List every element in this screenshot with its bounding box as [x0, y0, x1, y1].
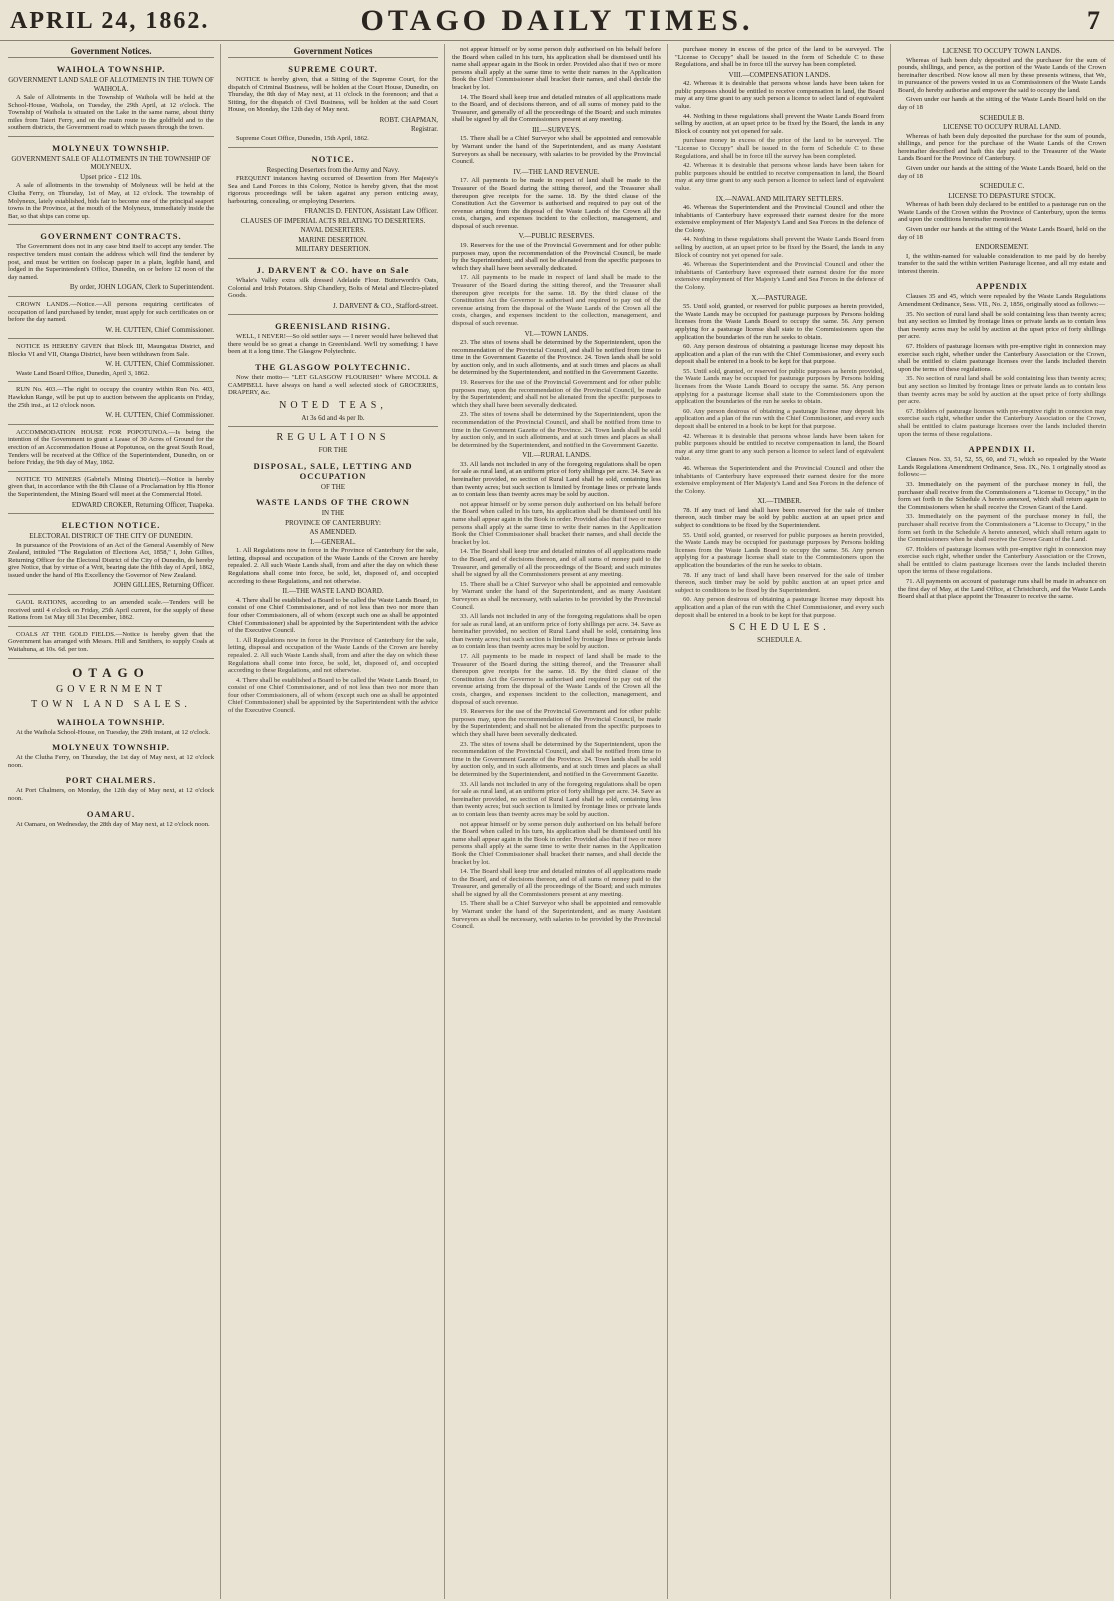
- ad-signature: J. DARVENT & CO., Stafford-street.: [333, 301, 438, 310]
- column-4: [675, 46, 884, 1597]
- notice-body: NOTICE is hereby given, that a Sitting of the Supreme Court, for the dispatch of Criminal Business, will be holden at the Court House, Dunedin, on Thursday, the 8th day of May next, at 11 o'clock in the forenoon; and that a Sitting, for the dispatch of Civil Business, will be holden at the said Court House, on Monday, the 12th day of May next.: [228, 76, 438, 114]
- regulations-body: 46. Whereas the Superintendent and the Provincial Council and other the inhabitants of Canterbury have expressed their earnest desire for the more extensive employment of Her Majesty's Land and Sea Forces in the defence of the Colony.: [675, 465, 884, 495]
- regulations-body: 4. There shall be established a Board to be called the Waste Lands Board, to consist of one Chief Commissioner, and of not less than two nor more than four other Commissioners, all of whom (except such one as shall be appointed Chief Commissioner) shall be appointed by the Superintendent with the advice of the Executive Council.: [228, 596, 438, 635]
- schedule-body: Whereas of hath been duly deposited and the purchaser for the sum of pounds, shillings, and pence, as the portion of the Waste Lands of the Crown hereinafter described. Now know all men by these presents witness, that We, in pursuance of the powers vested in us as Commissioners of the Waste Lands Board, do hereby authorise and empower the said to occupy the land.: [898, 56, 1106, 94]
- notice-body: In pursuance of the Provisions of an Act of the General Assembly of New Zealand, intituled "The Regulation of Elections Act, 1858," I, John Gillies, Returning Officer for the Electoral District of the City of Dunedin, do hereby give Notice, that by virtue of a Writ, bearing date the fifth day of April, 1862, issued under the hand of His Excellency the Governor of New Zealand.: [8, 541, 214, 579]
- notice-body: RUN No. 403.—The right to occupy the country within Run No. 403, Hawkdun Range, will be put up to auction between the applicants on Friday, the 25th inst., at 12 o'clock noon.: [8, 386, 214, 409]
- notice-subheading: Respecting Deserters from the Army and Navy.: [266, 165, 400, 174]
- regulations-section: VI.—TOWN LANDS.: [524, 329, 589, 338]
- regulations-section: VII.—RURAL LANDS.: [522, 451, 591, 460]
- regulations-body: 42. Whereas it is desirable that persons whose lands have been taken for public purposes should be entitled to receive compensation in land, the Board may at any time grant to any such person a licence to select land of equivalent value.: [675, 80, 884, 111]
- appendix-body: 67. Holders of pasturage licenses with pre-emptive right in connexion may exercise such right, whether under the Canterbury Association or the Crown, shall be entitled to claim pasturage licenses over the lands included therein upon the terms of these regulations.: [898, 545, 1106, 576]
- sales-heading: GOVERNMENT: [56, 683, 166, 695]
- regulations-body: 78. If any tract of land shall have been reserved for the sale of timber thereon, such timber may be sold by public auction at an upset price and subject to conditions to be fixed by the Superintendent.: [675, 506, 884, 530]
- divider: [8, 224, 214, 225]
- notice-signature: W. H. CUTTEN, Chief Commissioner.: [105, 325, 214, 334]
- schedule-body: I, the within-named for valuable consideration to me paid by do hereby transfer to the said the within written Pasturage license, and all my estate and interest therein.: [898, 252, 1106, 275]
- schedule-heading: SCHEDULE C.: [979, 182, 1025, 191]
- regulations-body: not appear himself or by some person duly authorised on his behalf before the Board when called in his turn, his application shall be dismissed until his name shall appear again in the Book in order. Provided also that if two or more persons shall apply at the same time to write their names in the Application Book the Chief Commissioner shall bracket their names, and shall decide the bracket by lot.: [452, 820, 661, 866]
- notice-body: ACCOMMODATION HOUSE FOR POPOTUNOA.—Is being the intention of the Government to grant a Lease of 30 Acres of Ground for the erection of an Accommodation House at Popotunoa, on the great South Road, Tenders will be received at the Office of the Superintendent, Dunedin, on or before Friday, the 9th day of May, 1862.: [8, 428, 214, 467]
- notice-subheading: GOVERNMENT LAND SALE OF ALLOTMENTS IN THE TOWN OF WAIHOLA.: [8, 76, 214, 93]
- notice-signature: ROBT. CHAPMAN,: [379, 115, 438, 124]
- schedule-given: Given under our hands at the sitting of the Waste Lands Board, held on the day of 18: [898, 226, 1106, 241]
- regulations-body: 23. The sites of towns shall be determined by the Superintendent, upon the recommendation of the Provincial Council, and shall be notified from time to time in the Government Gazette of the Province. 24. Town lands shall be sold by auction only, and in such allotments, and at such times and places as shall be determined by the Superintendent, and notified in the Government Gazette.: [452, 411, 661, 449]
- regulations-body: 14. The Board shall keep true and detailed minutes of all applications made to the Board, and of decisions thereon, and of all sums of money paid to the Treasurer, and generally of all the proceedings of the Board; and such minutes shall be signed by all the Commissioners present at any meeting.: [452, 868, 661, 898]
- notice-subheading: CLAUSES OF IMPERIAL ACTS RELATING TO DESERTERS.: [240, 216, 426, 225]
- ad-heading: J. DARVENT & CO. have on Sale: [256, 264, 410, 275]
- notice-body: NOTICE TO MINERS (Gabriel's Mining District).—Notice is hereby given that, in accordance with the 8th Clause of a Proclamation by His Honor the Superintendent, the Mining Board will meet at the Commercial Hotel.: [8, 475, 214, 498]
- notice-signature: By order, JOHN LOGAN, Clerk to Superintendent.: [69, 283, 214, 292]
- section-heading: Government Notices: [228, 46, 438, 58]
- ad-display: NOTED TEAS,: [279, 399, 387, 411]
- appendix-note: Clauses 35 and 45, which were repealed by the Waste Lands Regulations Amendment Ordinance, Sess. VII., No. 2, 1856, originally stood as follows:—: [898, 293, 1106, 309]
- sale-details: At Oamaru, on Wednesday, the 28th day of May next, at 12 o'clock noon.: [16, 820, 210, 828]
- sale-township: PORT CHALMERS.: [65, 775, 157, 786]
- regulations-title: PROVINCE OF CANTERBURY:: [285, 518, 381, 527]
- regulations-body: 1. All Regulations now in force in the Province of Canterbury for the sale, letting, disposal and occupation of the Waste Lands of the Crown are hereby repealed. 2. All such Waste Lands shall, from and after the day on which these Regulations shall come into force, be sold, let, disposed of, and occupied according to these Regulations, and not otherwise.: [228, 547, 438, 585]
- column-3: [452, 46, 661, 1597]
- divider: [8, 626, 214, 627]
- ad-body: Whale's Valley extra silk dressed Adelaide Flour. Butterworth's Oats, Colonial and Irish Potatoes. Ship Chandlery, Bolts of Metal and Electro-plated Goods.: [228, 276, 438, 300]
- notice-heading: MOLYNEUX TOWNSHIP.: [52, 142, 170, 153]
- sale-township: WAIHOLA TOWNSHIP.: [56, 716, 166, 727]
- notice-body: COALS AT THE GOLD FIELDS.—Notice is hereby given that the Government has arranged with Messrs. Hill and Smithers, to supply Coals at Waitahuna, at 10s. 6d. per ton.: [8, 630, 214, 653]
- appendix-body: 35. No section of rural land shall be sold containing less than twenty acres; but any section so limited by frontage lines or private lands as to contain less than twenty acres may be sold by auction at the upset price of forty shillings per acre.: [898, 375, 1106, 406]
- schedules-heading: SCHEDULES.: [729, 622, 830, 634]
- sale-township: MOLYNEUX TOWNSHIP.: [52, 742, 170, 753]
- regulations-body: 33. All lands not included in any of the foregoing regulations shall be open for sale as rural land, at an uniform price of forty shillings per acre. 34. Save as hereinafter provided, no section of Rural Land shall be sold, containing less than twenty acres; but such section is limited by frontage lines or private lands as to contain less than twenty acres may be sold by auction.: [452, 460, 661, 499]
- column-rule: [220, 44, 221, 1599]
- notice-signature: EDWARD CROKER, Returning Officer, Tuapeka.: [71, 500, 214, 509]
- notice-subheading: MILITARY DESERTION.: [295, 245, 371, 254]
- page-number: 7: [1087, 6, 1100, 35]
- regulations-title: FOR THE: [318, 446, 348, 455]
- divider: [8, 296, 214, 297]
- schedule-body: Whereas of hath been duly declared to be entitled to a pasturage run on the Waste Lands of the Crown within the Province of Canterbury, upon the terms and upon the conditions hereinafter mentioned.: [898, 201, 1106, 224]
- sale-details: At the Clutha Ferry, on Thursday, the 1st day of May next, at 12 o'clock noon.: [8, 754, 214, 769]
- notice-heading: GOVERNMENT CONTRACTS.: [40, 231, 182, 242]
- divider: [228, 258, 438, 259]
- notice-body: CROWN LANDS.—Notice.—All persons requiring certificates of occupation of land purchased by tender, must apply for such certificates on or before the day named.: [8, 300, 214, 324]
- issue-date: APRIL 24, 1862.: [10, 8, 210, 34]
- schedule-heading: ENDORSEMENT.: [975, 243, 1029, 252]
- regulations-title: WASTE LANDS OF THE CROWN: [256, 497, 410, 508]
- masthead: [0, 0, 1114, 41]
- notice-subheading: MARINE DESERTION.: [298, 235, 368, 244]
- regulations-body: 33. All lands not included in any of the foregoing regulations shall be open for sale as rural land, at an uniform price of forty shillings per acre. 34. Save as hereinafter provided, no section of Rural Land shall be sold, containing less than twenty acres; but such section is limited by frontage lines or private lands as to contain less than twenty acres may be sold by auction.: [452, 613, 661, 651]
- schedule-heading: LICENSE TO DEPASTURE STOCK.: [948, 191, 1056, 200]
- regulations-title: DISPOSAL, SALE, LETTING AND OCCUPATION: [253, 460, 413, 481]
- regulations-body: 60. Any person desirous of obtaining a pasturage license may deposit his application and a plan of the run with the Chief Commissioner, and every such deposit shall be entered in a book to be kept for that purpose.: [675, 596, 884, 619]
- divider: [228, 426, 438, 427]
- regulations-section: II.—THE WASTE LAND BOARD.: [282, 587, 384, 596]
- divider: [8, 658, 214, 659]
- regulations-body: 19. Reserves for the use of the Provincial Government and for other public purposes may, upon the recommendation of the Provincial Council, be made by the Superintendent; and shall not be alienated from the specific purposes to which they shall have been severally dedicated.: [452, 708, 661, 738]
- sales-heading: OTAGO: [72, 664, 150, 680]
- notice-subheading: GOVERNMENT SALE OF ALLOTMENTS IN THE TOWNSHIP OF MOLYNEUX.: [11, 154, 211, 172]
- divider: [228, 314, 438, 315]
- regulations-body: not appear himself or by some person duly authorised on his behalf before the Board when called in his turn, his application shall be dismissed until his name shall appear again in the Book in order. Provided also that if two or more persons shall apply at the same time to write their names in the Application Book the Chief Commissioner shall bracket their names, and shall decide the bracket by lot.: [452, 500, 661, 546]
- regulations-body: 55. Until sold, granted, or reserved for public purposes as herein provided, the Waste Lands may be occupied for pasturage purposes by Persons holding licenses from the Waste Lands Board to occupy the same. 56. Any person applying for a pasturage license shall state to the Commissioners upon the application the boundaries of the run he seeks to obtain.: [675, 303, 884, 341]
- notice-signature: Registrar.: [410, 125, 438, 134]
- notice-body: GAOL RATIONS, according to an amended scale.—Tenders will be received until 4 o'clock on Friday, 25th April current, for the supply of these Rations from 1st May till 31st December, 1862.: [8, 598, 214, 622]
- notice-signature: W. H. CUTTEN, Chief Commissioner.: [105, 360, 214, 369]
- divider: [8, 381, 214, 382]
- regulations-section: XI.—TIMBER.: [757, 497, 802, 506]
- notice-signature: W. H. CUTTEN, Chief Commissioner.: [105, 411, 214, 420]
- regulations-body: 4. There shall be established a Board to be called the Waste Lands Board, to consist of one Chief Commissioner, and of not less than two nor more than four other Commissioners, all of whom (except such one as shall be appointed Chief Commissioner) shall be appointed by the Superintendent with the advice of the Executive Council.: [228, 676, 438, 715]
- sale-township: OAMARU.: [86, 808, 136, 819]
- sale-details: At Port Chalmers, on Monday, the 12th day of May next, at 12 o'clock noon.: [8, 787, 214, 802]
- regulations-body: 14. The Board shall keep true and detailed minutes of all applications made to the Board, and of decisions thereon, and of all sums of money paid to the Treasurer, and generally of all the proceedings of the Board; and such minutes shall be signed by all the Commissioners present at any meeting.: [452, 93, 661, 124]
- notice-body: FREQUENT instances having occurred of Desertion from Her Majesty's Sea and Land Forces in this Colony, Notice is hereby given, that the most rigorous proceedings will be taken against any person enticing away, harbouring, concealing, or employing Deserters.: [228, 175, 438, 205]
- appendix-body: 67. Holders of pasturage licenses with pre-emptive right in connexion may exercise such right, whether under the Canterbury Association or the Crown, shall be entitled to claim pasturage licenses over the lands included therein upon the terms of these regulations.: [898, 407, 1106, 438]
- regulations-section: IV.—THE LAND REVENUE.: [513, 167, 600, 176]
- notice-signature: JOHN GILLIES, Returning Officer.: [113, 581, 214, 590]
- regulations-section: V.—PUBLIC RESERVES.: [518, 232, 595, 241]
- regulations-body: 78. If any tract of land shall have been reserved for the sale of timber thereon, such timber may be sold by public auction at an upset price and subject to conditions to be fixed by the Superintendent.: [675, 571, 884, 594]
- notice-body: The Government does not in any case bind itself to accept any tender. The respective tenders must contain the address which will find the tenderer by post, and must be written on foolscap paper in a plain, legible hand, and lodged in the Superintendent's Office, Dunedin, on or before 12 noon of the day named.: [8, 243, 214, 281]
- divider: [8, 338, 214, 339]
- regulations-body: 42. Whereas it is desirable that persons whose lands have been taken for public purposes should be entitled to receive compensation in land, the Board may at any time grant to any such person a licence to select land of equivalent value.: [675, 432, 884, 463]
- schedule-heading: SCHEDULE A.: [757, 636, 802, 645]
- regulations-body: 17. All payments to be made in respect of land shall be made to the Treasurer of the Board during the sitting thereof, and the Treasurer shall thereupon give receipts for the same. 18. By the third clause of the Constitution Act the Governor is authorised and required to pay out of the revenue arising from the disposal of the Waste Lands of the Crown all the costs, charges, and expenses incident to the collection, management, and disposal of such revenue.: [452, 177, 661, 230]
- regulations-body: 19. Reserves for the use of the Provincial Government and for other public purposes may, upon the recommendation of the Provincial Council, be made by the Superintendent; and shall not be alienated from the specific purposes to which they shall have been severally dedicated.: [452, 378, 661, 409]
- notice-heading: NOTICE.: [311, 153, 355, 164]
- regulations-body: 15. There shall be a Chief Surveyor who shall be appointed and removable by Warrant under the hand of the Superintendent, and as many Assistant Surveyors as shall be necessary, with salaries to be provided by the Provincial Council.: [452, 580, 661, 611]
- column-1: [8, 46, 214, 1597]
- ad-body: WELL, I NEVER!—So old settler says — I never would have believed that there would be so great a change in Greenisland. We'll try something; I have been at it a long time. The Glasgow Polytechnic.: [228, 333, 438, 356]
- notice-heading: ELECTION NOTICE.: [61, 520, 161, 530]
- notice-subheading: NAVAL DESERTERS.: [300, 226, 366, 235]
- regulations-section: I.—GENERAL.: [310, 537, 356, 546]
- regulations-body: purchase money in excess of the price of the land to be surveyed. The "License to Occupy" shall be issued in the form of Schedule C to these Regulations, and shall be in force till the survey has been completed.: [675, 46, 884, 69]
- column-rule: [890, 44, 891, 1599]
- regulations-body: 44. Nothing in these regulations shall prevent the Waste Lands Board from selling by auction, at an upset price to be fixed by the Board, the lands in any Block of country not yet opened for sale.: [675, 236, 884, 259]
- regulations-body: 23. The sites of towns shall be determined by the Superintendent, upon the recommendation of the Provincial Council, and shall be notified from time to time in the Government Gazette of the Province. 24. Town lands shall be sold by auction only, and in such allotments, and at such times and places as shall be determined by the Superintendent, and notified in the Government Gazette.: [452, 740, 661, 778]
- appendix-body: 67. Holders of pasturage licenses with pre-emptive right in connexion may exercise such right, whether under the Canterbury Association or the Crown, shall be entitled to claim pasturage licenses over the lands included therein upon the terms of these regulations.: [898, 343, 1106, 373]
- schedule-heading: LICENSE TO OCCUPY TOWN LANDS.: [942, 47, 1062, 55]
- appendix-body: 71. All payments on account of pasturage runs shall be made in advance on the first day of May, at the Land Office, at Christchurch, and the Waste Lands Board shall at that place appoint the Treasurer to receive the same.: [898, 578, 1106, 601]
- regulations-body: 60. Any person desirous of obtaining a pasturage license may deposit his application and a plan of the run with the Chief Commissioner, and every such deposit shall be entered in a book to be kept for that purpose.: [675, 407, 884, 431]
- regulations-body: 55. Until sold, granted, or reserved for public purposes as herein provided, the Waste Lands may be occupied for pasturage purposes by Persons holding licenses from the Waste Lands Board to occupy the same. 56. Any person applying for a pasturage license shall state to the Commissioners upon the application the boundaries of the run he seeks to obtain.: [675, 531, 884, 570]
- regulations-body: 15. There shall be a Chief Surveyor who shall be appointed and removable by Warrant under the hand of the Superintendent, and as many Assistant Surveyors as shall be necessary, with salaries to be provided by the Provincial Council.: [452, 135, 661, 166]
- regulations-body: 14. The Board shall keep true and detailed minutes of all applications made to the Board, and of decisions thereon, and of all sums of money paid to the Treasurer, and generally of all the proceedings of the Board; and such minutes shall be signed by all the Commissioners present at any meeting.: [452, 548, 661, 579]
- ad-price: At 3s 6d and 4s per lb.: [301, 413, 365, 422]
- notice-subheading: ELECTORAL DISTRICT OF THE CITY OF DUNEDIN.: [29, 532, 193, 540]
- regulations-section: III.—SURVEYS.: [532, 125, 581, 134]
- notice-body: A Sale of Allotments in the Township of Waihola will be held at the School-House, Waihola, on Tuesday, the 29th April, at 12 o'clock. The Township of Waihola is situated on the Lake in the same name, about thirty miles from Taieri Ferry, and on the main route to the goldfield and to the southern districts, the Government road to which passes through the town.: [8, 94, 214, 132]
- divider: [228, 147, 438, 148]
- ad-heading: THE GLASGOW POLYTECHNIC.: [255, 362, 411, 372]
- regulations-body: 33. All lands not included in any of the foregoing regulations shall be open for sale as rural land, at an uniform price of forty shillings per acre. 34. Save as hereinafter provided, no section of Rural Land shall be sold, containing less than twenty acres; but such section is limited by frontage lines or private lands as to contain less than twenty acres may be sold by auction.: [452, 780, 661, 818]
- ad-body: Now their motto— "LET GLASGOW FLOURISH!" Where M'COLL & CAMPBELL have always on hand a well selected stock of GROCERIES, DRAPERY, &c.: [228, 374, 438, 397]
- divider: [8, 471, 214, 472]
- regulations-body: purchase money in excess of the price of the land to be surveyed. The "License to Occupy" shall be issued in the form of Schedule C to these Regulations, and shall be in force till the survey has been completed.: [675, 137, 884, 160]
- column-5: [898, 46, 1106, 1597]
- regulations-title: IN THE: [321, 509, 345, 518]
- notice-body: NOTICE IS HEREBY GIVEN that Block III, Maungatua District, and Blocks VI and VII, Otanga District, have been withdrawn from Sale.: [8, 343, 214, 358]
- regulations-section: X.—PASTURAGE.: [751, 293, 808, 302]
- divider: [8, 136, 214, 137]
- notice-place: Supreme Court Office, Dunedin, 15th April, 1862.: [236, 134, 369, 142]
- regulations-body: not appear himself or by some person duly authorised on his behalf before the Board when called in his turn, his application shall be dismissed until his name shall appear again in the Book in order. Provided also that if two or more persons shall apply at the same time to write their names in the Application Book the Chief Commissioner shall bracket their names, and shall decide the bracket by lot.: [452, 46, 661, 91]
- divider: [8, 424, 214, 425]
- regulations-title: REGULATIONS: [276, 432, 390, 444]
- regulations-section: IX.—NAVAL AND MILITARY SETTLERS.: [715, 194, 844, 203]
- upset-price: Upset price - £12 10s.: [80, 172, 142, 181]
- notice-signature: FRANCIS D. FENTON, Assistant Law Officer.: [304, 207, 438, 216]
- regulations-body: 42. Whereas it is desirable that persons whose lands have been taken for public purposes should be entitled to receive compensation in land, the Board may at any time grant to any such person a licence to select land of equivalent value.: [675, 162, 884, 192]
- regulations-title: AS AMENDED.: [309, 528, 357, 537]
- regulations-title: OF THE: [320, 482, 346, 491]
- section-heading: Government Notices.: [8, 46, 214, 58]
- appendix-body: 33. Immediately on the payment of the purchase money in full, the purchaser shall receive from the Commissioners a "License to Occupy," in the form set forth in the Schedule A hereto annexed, which shall return again to the Commissioners when he shall receive the Crown Grant of the Land.: [898, 480, 1106, 511]
- appendix-note: Clauses Nos. 33, 51, 52, 55, 60, and 71, which so repealed by the Waste Lands Regulations Amendment Ordinance, Sess. IX., No. 1 originally stood as follows:—: [898, 456, 1106, 479]
- regulations-body: 17. All payments to be made in respect of land shall be made to the Treasurer of the Board during the sitting thereof, and the Treasurer shall thereupon give receipts for the same. 18. By the third clause of the Constitution Act the Governor is authorised and required to pay out of the revenue arising from the disposal of the Waste Lands of the Crown all the costs, charges, and expenses incident to the collection, management, and disposal of such revenue.: [452, 653, 661, 706]
- regulations-body: 19. Reserves for the use of the Provincial Government and for other public purposes may, upon the recommendation of the Provincial Council, be made by the Superintendent; and shall not be alienated from the specific purposes to which they shall have been severally dedicated.: [452, 241, 661, 272]
- newspaper-title: OTAGO DAILY TIMES.: [360, 4, 754, 37]
- appendix-heading: APPENDIX: [976, 281, 1028, 292]
- regulations-body: 15. There shall be a Chief Surveyor who shall be appointed and removable by Warrant under the hand of the Superintendent, and as many Assistant Surveyors as shall be necessary, with salaries to be provided by the Provincial Council.: [452, 900, 661, 931]
- regulations-body: 60. Any person desirous of obtaining a pasturage license may deposit his application and a plan of the run with the Chief Commissioner, and every such deposit shall be entered in a book to be kept for that purpose.: [675, 343, 884, 366]
- notice-body: A sale of allotments in the township of Molyneux will be held at the Clutha Ferry, on Thursday, 1st of May, at 12 o'clock. The township of Molyneux, lately established, bids fair to become one of the principal seaport towns in the Province, at the mouth of the Molyneux, immediately inside the Bar, so that ships can come up.: [8, 182, 214, 220]
- regulations-body: 1. All Regulations now in force in the Province of Canterbury for the sale, letting, disposal and occupation of the Waste Lands of the Crown are hereby repealed. 2. All such Waste Lands shall, from and after the day on which these Regulations shall come into force, be sold, let, disposed of, and occupied according to these Regulations, and not otherwise.: [228, 636, 438, 675]
- appendix-body: 35. No section of rural land shall be sold containing less than twenty acres; but any section so limited by frontage lines or private lands as to contain less than twenty acres may be sold by auction at the upset price of forty shillings per acre.: [898, 310, 1106, 341]
- divider: [8, 594, 214, 595]
- schedule-body: Whereas of hath been duly deposited the purchase for the sum of pounds, shillings, and pence for the purchase of the Waste Lands of the Crown hereinafter described and hath this day paid to the Treasurer of the Waste Lands Board for the Province of Canterbury.: [898, 132, 1106, 163]
- schedule-given: Given under our hands at the sitting of the Waste Lands Board, held on the day of 18: [898, 165, 1106, 180]
- appendix-heading: APPENDIX II.: [968, 444, 1036, 455]
- schedule-given: Given under our hands at the sitting of the Waste Lands Board held on the day of 18: [898, 96, 1106, 112]
- notice-heading: SUPREME COURT.: [288, 64, 378, 74]
- schedule-heading: SCHEDULE B.: [979, 113, 1025, 122]
- column-rule: [667, 44, 668, 1599]
- sales-heading: TOWN LAND SALES.: [31, 698, 191, 710]
- appendix-body: 33. Immediately on the payment of the purchase money in full, the purchaser shall receive from the Commissioners a "License to Occupy," in the form set forth in the Schedule A hereto annexed, which shall return again to the Commissioners when he shall receive the Crown Grant of the Land.: [898, 513, 1106, 544]
- regulations-section: VIII.—COMPENSATION LANDS.: [728, 70, 831, 79]
- column-2: [228, 46, 438, 1597]
- column-rule: [444, 44, 445, 1599]
- divider: [8, 513, 214, 514]
- sale-details: At the Waihola School-House, on Tuesday, the 29th instant, at 12 o'clock.: [16, 728, 211, 736]
- ad-heading: GREENISLAND RISING.: [275, 321, 391, 332]
- regulations-body: 23. The sites of towns shall be determined by the Superintendent, upon the recommendation of the Provincial Council, and shall be notified from time to time in the Government Gazette of the Province. 24. Town lands shall be sold by auction only, and in such allotments, and at such times and places as shall be determined by the Superintendent, and notified in the Government Gazette.: [452, 339, 661, 377]
- schedule-heading: LICENSE TO OCCUPY RURAL LAND.: [943, 123, 1061, 132]
- regulations-body: 46. Whereas the Superintendent and the Provincial Council and other the inhabitants of Canterbury have expressed their earnest desire for the more extensive employment of Her Majesty's Land and Sea Forces in the defence of the Colony.: [675, 204, 884, 234]
- notice-place: Waste Land Board Office, Dunedin, April 3, 1862.: [16, 369, 150, 377]
- regulations-body: 55. Until sold, granted, or reserved for public purposes as herein provided, the Waste Lands may be occupied for pasturage purposes by Persons holding licenses from the Waste Lands Board to occupy the same. 56. Any person applying for a pasturage license shall state to the Commissioners upon the application the boundaries of the run he seeks to obtain.: [675, 367, 884, 406]
- regulations-body: 46. Whereas the Superintendent and the Provincial Council and other the inhabitants of Canterbury have expressed their earnest desire for the more extensive employment of Her Majesty's Land and Sea Forces in the defence of the Colony.: [675, 261, 884, 292]
- regulations-body: 44. Nothing in these regulations shall prevent the Waste Lands Board from selling by auction, at an upset price to be fixed by the Board, the lands in any Block of country not yet opened for sale.: [675, 112, 884, 135]
- regulations-body: 17. All payments to be made in respect of land shall be made to the Treasurer of the Board during the sitting thereof, and the Treasurer shall thereupon give receipts for the same. 18. By the third clause of the Constitution Act the Governor is authorised and required to pay out of the revenue arising from the disposal of the Waste Lands of the Crown all the costs, charges, and expenses incident to the collection, management, and disposal of such revenue.: [452, 274, 661, 327]
- notice-heading: WAIHOLA TOWNSHIP.: [56, 64, 166, 74]
